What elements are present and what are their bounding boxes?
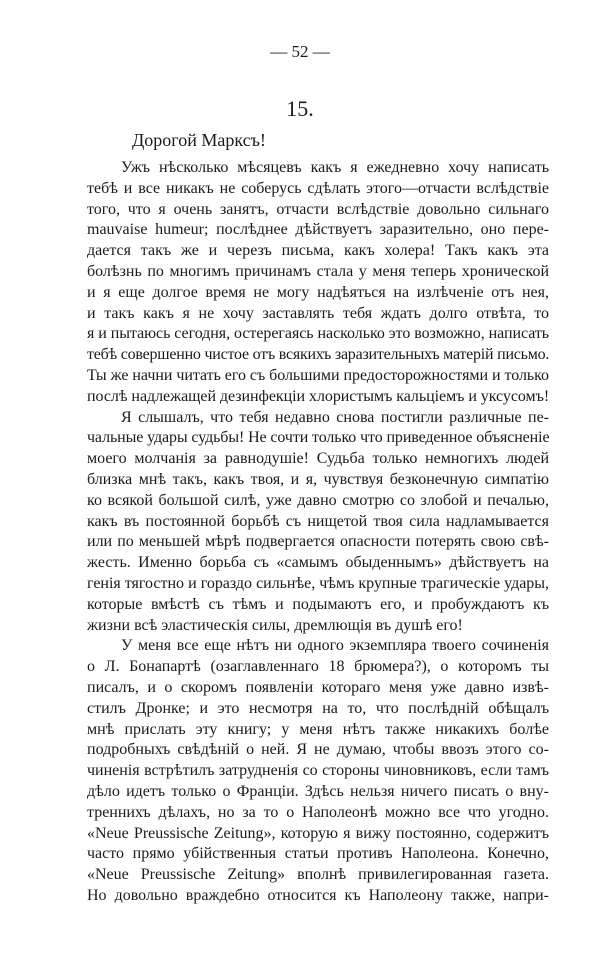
text-line: и такъ какъ я не хочу заставлять тебя ждать долго отвѣта, то [87,304,549,322]
text-line: часто прямо убійственныя статьи противъ Наполеона. Конечно, [87,845,549,863]
paragraph [87,636,549,906]
text-line: жизни всѣ эластическія силы, дремлющія въ душѣ его! [87,616,463,634]
page-number: — 52 — [270,42,330,61]
text-line: Но довольно враждебно относится къ Наполеону также, напри- [87,886,549,904]
text-line: того, что я очень занятъ, отчасти вслѣдствіе довольно сильнаго [87,200,549,218]
text-line: тебѣ и все никакъ не соберусь сдѣлать этого—отчасти вслѣдствіе [87,179,549,197]
paragraph [87,408,549,637]
letter-number: 15. [286,96,314,121]
text-line: стилъ Дронке; и это несмотря на то, что послѣдній обѣщалъ [87,699,549,717]
text-line: писалъ, и о скоромъ появленіи котораго меня уже давно извѣ- [87,678,549,696]
text-line: я и пытаюсь сегодня, остерегаясь насколько это возможно, написать [87,325,550,343]
text-line: моего молчанія за равнодушіе! Судьба только немногихъ людей [87,450,549,468]
text-line: подробныхъ свѣдѣній о ней. Я не думаю, чтобы ввозъ этого со- [87,741,549,759]
text-line: послѣ надлежащей дезинфекціи хлористымъ кальціемъ и уксусомъ! [87,387,550,405]
text-line: о Л. Бонапартѣ (озаглавленнаго 18 брюмера?), о которомъ ты [87,658,549,676]
salutation: Дорогой Марксъ! [132,130,266,150]
text-line: ко всякой большой силѣ, уже давно смотрю со злобой и печалью, [87,491,549,509]
text-line: «Neue Preussische Zeitung», которую я вижу постоянно, содержитъ [87,824,549,842]
text-line: «Neue Preussische Zeitung» вполнѣ привилегированная газета. [87,866,549,884]
text-line: треннихъ дѣлахъ, но за то о Наполеонѣ можно все что угодно. [87,803,549,821]
text-line: Ты же начни читать его съ большими предосторожностями и только [87,366,549,384]
text-line: или по меньшей мѣрѣ подвергается опасности потерять свою свѣ- [87,533,549,551]
text-line: жесть. Именно борьба съ «самымъ обыденнымъ» дѣйствуетъ на [87,554,549,572]
text-line: У меня все еще нѣтъ ни одного экземпляра твоего сочиненія [121,637,549,655]
text-line: какъ въ постоянной борьбѣ съ нищетой твоя сила надламывается [87,512,549,530]
text-line: которые вмѣстѣ съ тѣмъ и подымаютъ его, и пробуждаютъ къ [87,595,549,613]
text-line: чальные удары судьбы! Не сочти только что приведенное объясненіе [87,429,550,447]
text-line: тебѣ совершенно чистое отъ всякихъ заразительныхъ матерій письмо. [87,346,550,364]
text-line: мнѣ прислать эту книгу; у меня нѣтъ также никакихъ болѣе [87,720,549,738]
text-line: дается такъ же и черезъ письма, какъ холера! Такъ какъ эта [87,242,549,260]
text-line: близка мнѣ такъ, какъ твоя, и я, чувствуя безконечную симпатію [87,470,549,488]
text-line: Я слышалъ, что тебя недавно снова постигли различные пе- [121,408,549,426]
paragraph [87,158,549,408]
text-line: дѣло идетъ только о Франціи. Здѣсь нельзя ничего писать о вну- [87,782,549,800]
text-line: mauvaise humeur; послѣднее дѣйствуетъ заразительно, оно пере- [87,221,549,239]
text-line: болѣзнь по многимъ причинамъ стала у меня теперь хронической [87,262,549,280]
text-line: Ужъ нѣсколько мѣсяцевъ какъ я ежедневно хочу написать [121,159,549,176]
letter-body [87,158,549,907]
text-line: и я еще долгое время не могу надѣяться на излѣченіе отъ нея, [87,283,549,301]
text-line: чиненія встрѣтилъ затрудненія со стороны чиновниковъ, если тамъ [87,762,549,780]
text-line: генія тягостно и гораздо сильнѣе, чѣмъ крупные трагическіе удары, [87,574,549,592]
